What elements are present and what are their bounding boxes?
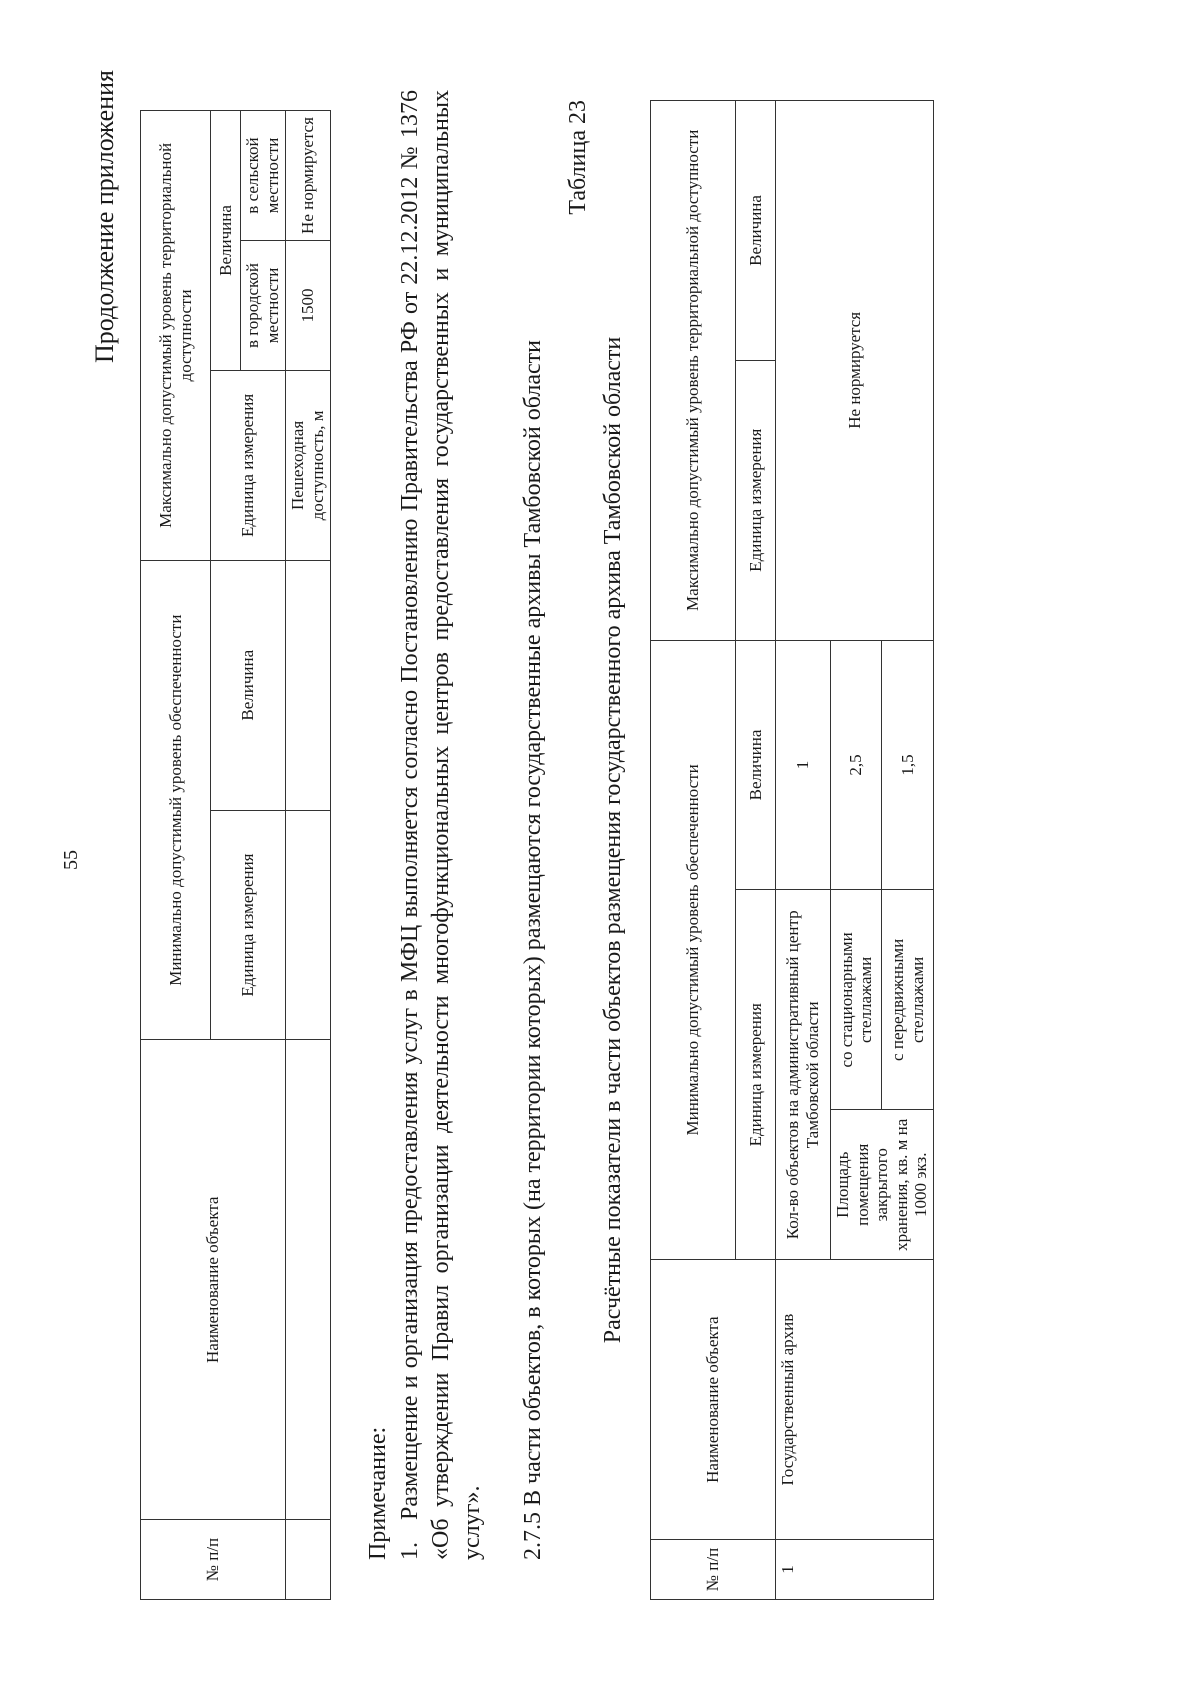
header-value: Величина [736,640,776,890]
table-number: Таблица 23 [565,100,591,215]
cell-urban: 1500 [286,241,331,371]
header-unit-max: Единица измерения [736,360,776,640]
cell-value-mobile: 1,5 [882,640,933,890]
cell-unit [286,810,331,1040]
cell-max-not-regulated: Не нормируется [776,101,934,641]
header-max-level: Максимально допустимый уровень территориальной доступности [141,111,211,561]
header-num: № п/п [651,1540,776,1600]
header-value-max: Величина [736,101,776,361]
cell-name [286,1040,331,1520]
header-name: Наименование объекта [141,1040,286,1520]
cell-value-stationary: 2,5 [831,640,882,890]
note-number: 1. [397,1542,423,1560]
note-heading: Примечание: [365,1426,391,1560]
cell-max-unit: Пешеходная доступность, м [286,370,331,560]
header-num: № п/п [141,1520,286,1600]
header-max-level: Максимально допустимый уровень территориальной доступности [651,101,736,641]
cell-sub-stationary: со стационарными стеллажами [831,890,882,1110]
header-unit: Единица измерения [211,810,286,1040]
cell-unit-count: Кол-во объектов на административный центр Тамбовской области [776,890,831,1260]
header-unit-max: Единица измерения [211,370,286,560]
header-unit: Единица измерения [736,890,776,1260]
table-row [286,111,331,1600]
header-min-level: Минимально допустимый уровень обеспеченности [141,560,211,1040]
cell-value [286,560,331,810]
header-min-level: Минимально допустимый уровень обеспеченности [651,640,736,1260]
cell-num: 1 [776,1540,934,1600]
continuation-label: Продолжение приложения [90,70,119,364]
header-urban: в городской местности [241,241,286,371]
cell-sub-mobile: с передвижными стеллажами [882,890,933,1110]
note-body: Размещение и организация предоставления услуг в МФЦ выполняется согласно Постановлению Правительства РФ от 22.12.2012 № 1376 «Об утверждении Правил организации деятельности многофункциональных центров предоставления государственных и муниципальных услуг». [397,90,485,1560]
cell-rural: Не нормируется [286,111,331,241]
cell-name: Государственный архив [776,1260,934,1540]
cell-unit-area: Площадь помещения закрытого хранения, кв. м на 1000 экз. [831,1110,934,1260]
table-title: Расчётные показатели в части объектов размещения государственного архива Тамбовской области [600,336,626,1344]
table-mfc [140,110,331,1600]
table-archive [650,100,934,1600]
header-value: Величина [211,560,286,810]
header-value-max: Величина [211,111,241,371]
page-number: 55 [60,850,82,870]
table-row [776,101,831,1600]
section-heading: 2.7.5 В части объектов, в которых (на территории которых) размещаются государственные архивы Тамбовской области [520,340,546,1560]
note-text [395,90,488,1560]
header-rural: в сельской местности [241,111,286,241]
cell-value-count: 1 [776,640,831,890]
header-name: Наименование объекта [651,1260,776,1540]
rotated-content [60,60,1140,1640]
cell-num [286,1520,331,1600]
